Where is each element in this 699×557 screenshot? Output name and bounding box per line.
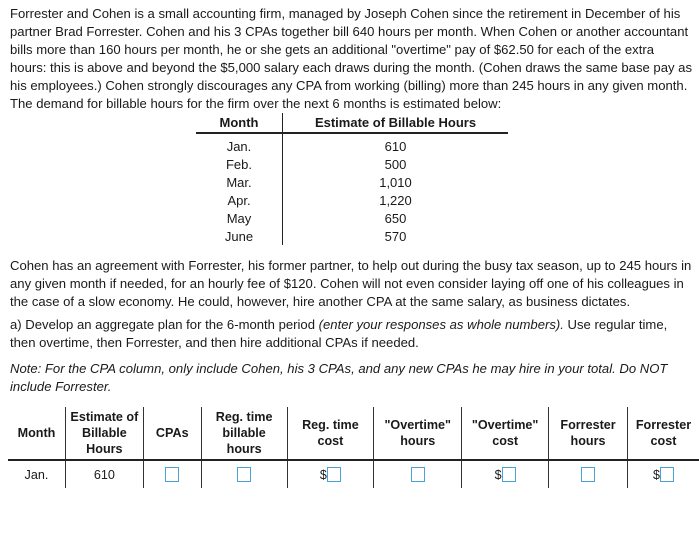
header-estimate-line: Estimate of (70, 410, 139, 424)
demand-month: Feb. (196, 155, 283, 173)
header-month: Month (8, 407, 65, 460)
header-ot-cost-line: "Overtime" (471, 418, 539, 432)
reg-billable-hours-input[interactable] (237, 467, 251, 482)
problem-intro: Forrester and Cohen is a small accounting firm, managed by Joseph Cohen since the retirement in December of his partner Brad Forrester. Cohen and his 3 CPAs together bill 640 hours per month. When Cohen or another accountant bills more than 160 hours per month, he or she gets an additional "overtime" pay of $62.50 for each of the extra hours: this is above and beyond the $5,000 salary each draws during the month. (Cohen draws the same base pay as his employees.) Cohen strongly discourages any CPA from working (billing) more than 245 hours in any given month. The demand for billable hours for the firm over the next 6 months is estimated below: (10, 6, 693, 111)
header-forrester-cost (628, 407, 699, 460)
forrester-hours-cell (549, 460, 628, 488)
row-month: Jan. (24, 467, 49, 482)
demand-hours: 610 (384, 138, 407, 154)
cpas-cell (143, 460, 201, 488)
demand-row (196, 173, 508, 191)
demand-month: Apr. (196, 191, 283, 209)
header-forrester-hours-line: hours (570, 434, 606, 448)
forrester-hours-input[interactable] (581, 467, 595, 482)
aggregate-plan-table (8, 407, 699, 488)
row-estimate: 610 (65, 460, 143, 488)
header-reg-cost-line: cost (317, 434, 344, 448)
dollar-sign: $ (494, 467, 502, 482)
demand-row (196, 191, 508, 209)
header-forrester-cost-line: cost (650, 434, 677, 448)
demand-row (196, 227, 508, 245)
header-reg-cost-line: Reg. time (302, 418, 359, 432)
header-estimate (65, 407, 143, 460)
agreement-paragraph: Cohen has an agreement with Forrester, his former partner, to help out during the busy tax season, up to 245 hours in any given month if needed, for an hourly fee of $120. Cohen will not even consider laying off one of his colleagues in the case of a slow economy. He could, however, hire another CPA at the same salary, as business dictates. (10, 258, 692, 309)
demand-month: Jan. (196, 133, 283, 155)
demand-hours: 500 (384, 156, 407, 172)
note-paragraph: Note: For the CPA column, only include Cohen, his 3 CPAs, and any new CPAs he may hire in your total. Do NOT include Forrester. (10, 361, 668, 394)
demand-header-hours: Estimate of Billable Hours (283, 113, 509, 133)
forrester-cost-input[interactable] (660, 467, 674, 482)
header-ot-cost (462, 407, 549, 460)
demand-row (196, 133, 508, 155)
demand-hours: 650 (384, 210, 407, 226)
header-ot-cost-line: cost (492, 434, 519, 448)
reg-cost-cell (287, 460, 374, 488)
header-ot-hours-line: hours (400, 434, 436, 448)
header-forrester-hours (549, 407, 628, 460)
forrester-cost-field (653, 467, 674, 482)
overtime-hours-input[interactable] (411, 467, 425, 482)
demand-month: June (196, 227, 283, 245)
part-a-instructions (10, 316, 692, 352)
reg-cost-input[interactable] (327, 467, 341, 482)
header-reg-billable-line: hours (226, 442, 262, 456)
demand-hours: 1,010 (379, 174, 412, 190)
dollar-sign: $ (653, 467, 660, 482)
part-a-lead: a) Develop an aggregate plan for the 6-month period (10, 317, 319, 332)
demand-month: Mar. (196, 173, 283, 191)
header-estimate-line: Hours (86, 442, 123, 456)
demand-table (196, 113, 508, 245)
demand-row (196, 155, 508, 173)
plan-header-row (8, 407, 699, 460)
header-ot-hours-line: "Overtime" (384, 418, 451, 432)
cpas-input[interactable] (165, 467, 179, 482)
dollar-sign: $ (319, 467, 327, 482)
reg-cost-field (320, 467, 341, 482)
ot-cost-field (495, 467, 516, 482)
header-forrester-hours-line: Forrester (560, 418, 616, 432)
header-ot-hours (374, 407, 462, 460)
header-reg-billable-line: Reg. time (215, 410, 273, 424)
forrester-cost-cell (628, 460, 699, 488)
demand-header-row (196, 113, 508, 133)
demand-month: May (196, 209, 283, 227)
overtime-cost-input[interactable] (502, 467, 516, 482)
header-reg-billable-line: billable (222, 426, 266, 440)
reg-billable-cell (201, 460, 287, 488)
header-reg-cost (287, 407, 374, 460)
demand-hours: 1,220 (379, 192, 412, 208)
header-reg-billable (201, 407, 287, 460)
demand-header-month: Month (196, 113, 283, 133)
header-cpas: CPAs (143, 407, 201, 460)
plan-row-jan (8, 460, 699, 488)
ot-cost-cell (462, 460, 549, 488)
header-forrester-cost-line: Forrester (635, 418, 692, 432)
part-a-italic: (enter your responses as whole numbers). (318, 317, 564, 332)
header-estimate-line: Billable (81, 426, 127, 440)
demand-row (196, 209, 508, 227)
ot-hours-cell (374, 460, 462, 488)
demand-hours: 570 (384, 228, 407, 244)
part-a-tail: Use regular time, then overtime, then Forrester, and then hire additional CPAs if needed. (10, 317, 668, 350)
